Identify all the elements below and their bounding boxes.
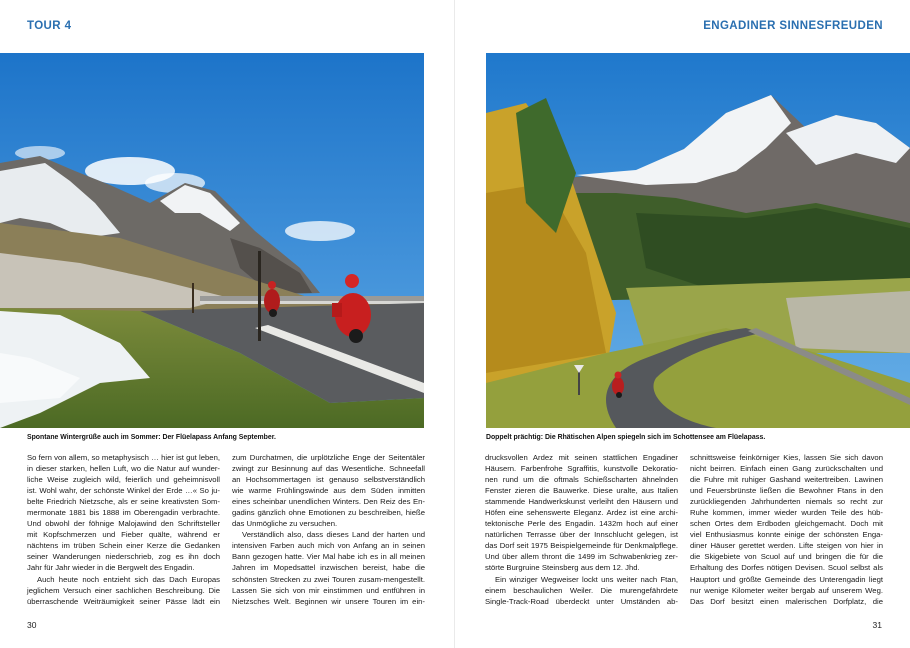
text-line: Single-Track-Road überdeckt unter Umständen ab- <box>485 596 678 606</box>
text-line: zum Durchatmen, die urplötzliche Enge der Seitentäler <box>232 453 425 462</box>
text-line: mermonate 1881 bis 1888 im Oberengadin verbrachte. <box>27 508 220 518</box>
text-line: Häusern. Farbenfrohe Sgraffitis, kunstvolle Dekoratio- <box>485 464 678 474</box>
text-column-1 <box>27 452 220 607</box>
text-line: jeglichem Versuch einer sachlichen Beschreibung. Die <box>27 585 220 595</box>
text-line: zwingt zur Besinnung auf das Wesentliche. Schneefall <box>232 464 425 474</box>
text-line: Ein winziger Wegweiser lockt uns weiter nach Ftan, <box>495 574 678 584</box>
text-line: Hauptort und größte Gemeinde des Unterengadin liegt <box>690 574 883 584</box>
text-column-4 <box>690 452 883 607</box>
text-line: So fern von allem, so metaphysisch … hier ist gut leben, <box>27 453 220 462</box>
text-line: Das Dorf besitzt einen malerischen Dorfplatz, die <box>690 596 883 606</box>
text-line: das Dorf seit 1975 Beispielgemeinde für Denkmalpflege. <box>485 541 678 551</box>
text-line: eines scheinbar unendlichen Winters. Den Reiz des En- <box>232 497 425 507</box>
photo-fluelapass-riders <box>0 53 424 428</box>
photo-mountain-road-village <box>486 53 910 428</box>
text-column-2 <box>232 452 425 607</box>
text-line: ist. Wohl wahr, der schönste Winkel der Erde …« So ju- <box>27 486 220 496</box>
text-line: schnittsweise feinkörniger Kies, lassen Sie sich davon <box>690 453 883 462</box>
text-line: zurückliegenden Jahrhunderten niemals so recht zur <box>690 497 883 507</box>
text-line: nen rund um die oftmals Schießscharten ähnelnden <box>485 475 678 485</box>
text-line: gadins gänzlich ohne Emotionen zu beschreiben, hieße <box>232 508 425 518</box>
text-line: die Skigebiete von Scuol auf und bringen die für die <box>690 552 883 562</box>
text-line: Auch heute noch entzieht sich das Dach Europas <box>37 574 220 584</box>
text-line: Jahr für Jahr wieder in die Bergwelt des Engadin. <box>27 563 195 573</box>
text-line: wie warme Frühlingswinde aus dem Süden inmitten <box>232 486 425 496</box>
text-line: Ruhe kommen, immer wieder wurden Teile des hüb- <box>690 508 883 518</box>
text-line: Bann gezogen hatte. Vier Mal habe ich es in all meinen <box>232 552 425 562</box>
text-line: tektonische Perle des Engadin. 1432m hoch auf einer <box>485 519 678 529</box>
text-line: die Fuhre mit ruhiger Gashand weitertreiben. Lawinen <box>690 475 883 485</box>
right-page-number: 31 <box>872 620 882 630</box>
text-line: überraschende Weiträumigkeit seiner Pässe lädt ein <box>27 596 220 606</box>
text-line: störte Burgruine Steinsberg aus dem 12. Jhd. <box>485 563 640 573</box>
right-running-header: ENGADINER SINNESFREUDEN <box>703 20 883 32</box>
text-line: Und obwohl der föhnige Malojawind den Schriftsteller <box>27 519 220 529</box>
text-line: Nietzsches Welt. Beginnen wir unsere Touren im ein- <box>232 596 425 606</box>
text-line: drucksvollen Ardez mit seinen stattlichen Engadiner <box>485 453 678 462</box>
text-line: belte Friedrich Nietzsche, als er seine kreativsten Som- <box>27 497 220 507</box>
text-line: Verständlich also, dass dieses Land der harten und <box>242 530 425 540</box>
text-line: Erhaltung des Dorfes nötigen Devisen. Scuol selbst als <box>690 563 883 573</box>
left-photo-caption: Spontane Wintergrüße auch im Sommer: Der Flüelapass Anfang September. <box>27 434 276 441</box>
text-line: Jahren im Mopedsattel inzwischen bereist, habe die <box>232 563 425 573</box>
text-line: in dieser starken, hellen Luft, wo die Natur auf wunder- <box>27 464 220 474</box>
text-line: liche Weise zugleich wild, feierlich und geheimnisvoll <box>27 475 220 485</box>
text-line: intensiven Farben auch mich von Anfang an in seinen <box>232 541 425 551</box>
text-line: nächtens im trüben Schein einer Kerze die Gedanken <box>27 541 220 551</box>
text-line: nicht beirren. Einfach einen Gang zurückschalten und <box>690 464 883 474</box>
text-line: schönsten Strecken zu zwei Touren zusam-mengestellt. <box>232 574 425 584</box>
text-line: nur wenige Kilometer weiter bergab auf unserem Weg. <box>690 585 883 595</box>
text-line: Lassen Sie sich von mir einstimmen und entführen in <box>232 585 425 595</box>
text-column-3 <box>485 452 678 607</box>
text-line: mit Kopfschmerzen und Fieber quälte, während er <box>27 530 220 540</box>
text-line: Höfen eine sehenswerte Eleganz. Ardez ist eine archi- <box>485 508 678 518</box>
right-photo-caption: Doppelt prächtig: Die Rhätischen Alpen spiegeln sich im Schottensee am Flüelapass. <box>486 434 766 441</box>
text-line: an Hochsommertagen ist genauso selbstverständlich <box>232 475 425 485</box>
text-line: seiner Wanderungen niederschrieb, zog es ihn doch <box>27 552 220 562</box>
text-line: natürlichen Terrasse über der Innschlucht gelegen, ist <box>485 530 678 540</box>
text-line: viel Enthusiasmus konnte einige der schönsten Enga- <box>690 530 883 540</box>
text-line: das Unmögliche zu versuchen. <box>232 519 338 529</box>
left-page-number: 30 <box>27 620 37 630</box>
left-running-header: TOUR 4 <box>27 20 72 32</box>
text-line: und Feuersbrünste ließen die Bewohner Ftans in den <box>690 486 883 496</box>
text-line: schen Ortes dem Erdboden gleichgemacht. Doch mit <box>690 519 883 529</box>
right-page <box>455 0 910 648</box>
text-line: einem beschaulichen Weiler. Die murengefährdete <box>485 585 678 595</box>
text-line: Fenster zieren die Bauwerke. Diese uralte, aus Italien <box>485 486 678 496</box>
text-line: stammende Handwerkskunst verleiht den Häusern und <box>485 497 678 507</box>
text-line: Und über allem thront die 1499 im Schwabenkrieg zer- <box>485 552 678 562</box>
text-line: diner Häuser gerettet werden. Lifte steigen von hier in <box>690 541 883 551</box>
